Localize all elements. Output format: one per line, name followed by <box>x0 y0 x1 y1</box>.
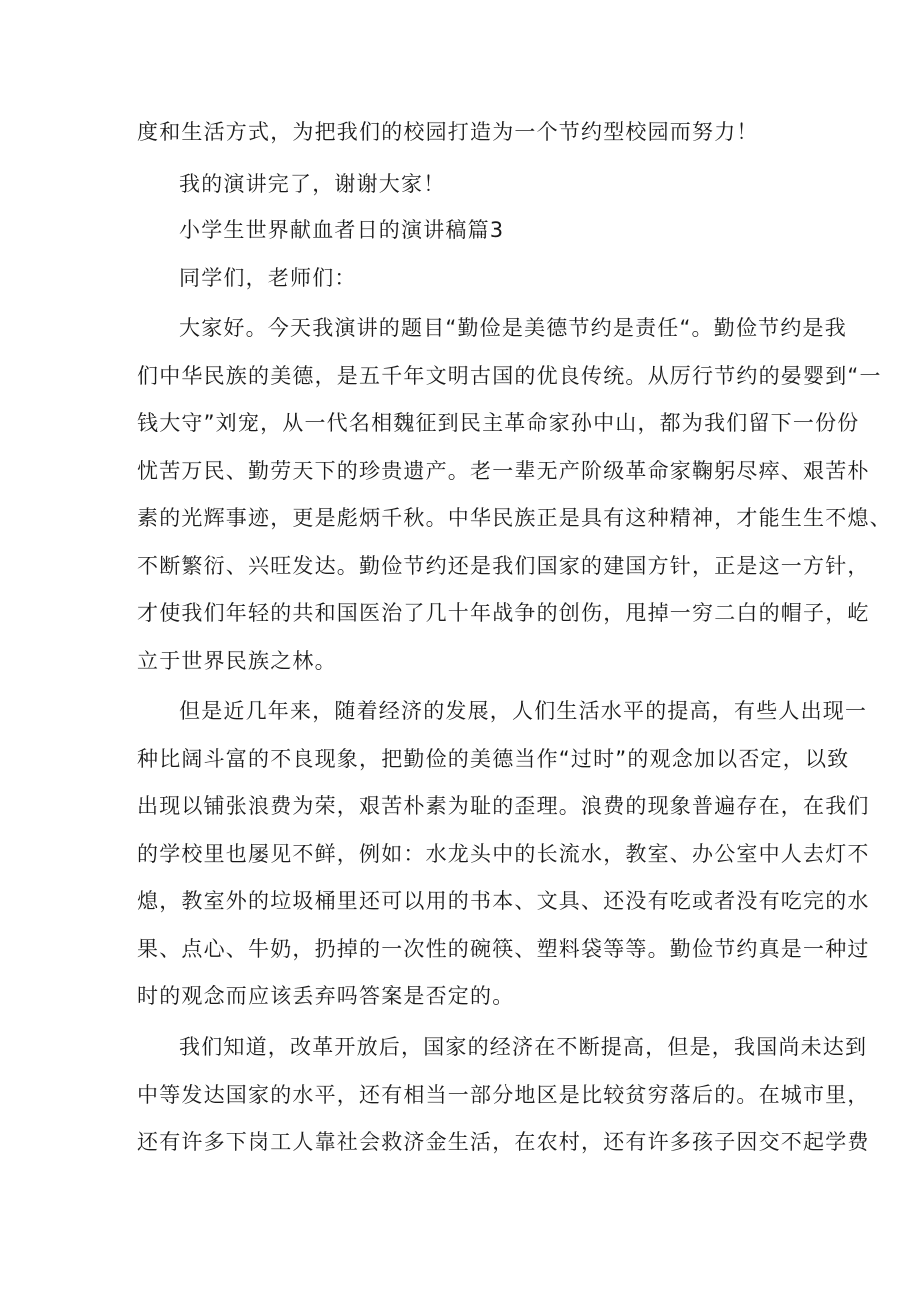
paragraph-line: 我的演讲完了，谢谢大家！ <box>179 172 446 196</box>
paragraph-line: 度和生活方式，为把我们的校园打造为一个节约型校园而努力！ <box>137 120 759 144</box>
paragraph-line: 才使我们年轻的共和国医治了几十年战争的创伤，甩掉一穷二白的帽子，屹 <box>137 601 870 625</box>
salutation: 同学们，老师们： <box>179 266 357 290</box>
paragraph-line: 们中华民族的美德，是五千年文明古国的优良传统。从厉行节约的晏婴到“一 <box>137 364 882 388</box>
paragraph-line: 还有许多下岗工人靠社会救济金生活，在农村，还有许多孩子因交不起学费 <box>137 1130 870 1154</box>
paragraph-line: 立于世界民族之林。 <box>137 649 337 673</box>
paragraph-line: 熄，教室外的垃圾桶里还可以用的书本、文具、还没有吃或者没有吃完的水 <box>137 889 870 913</box>
paragraph-line: 中等发达国家的水平，还有相当一部分地区是比较贫穷落后的。在城市里， <box>137 1083 870 1107</box>
paragraph-line: 出现以铺张浪费为荣，艰苦朴素为耻的歪理。浪费的现象普遍存在，在我们 <box>137 794 870 818</box>
paragraph-line: 大家好。今天我演讲的题目“勤俭是美德节约是责任“。勤俭节约是我 <box>179 316 847 340</box>
paragraph-line: 时的观念而应该丢弃吗答案是否定的。 <box>137 984 515 1008</box>
paragraph-line: 我们知道，改革开放后，国家的经济在不断提高，但是，我国尚未达到 <box>179 1035 868 1059</box>
paragraph-line: 果、点心、牛奶，扔掉的一次性的碗筷、塑料袋等等。勤俭节约真是一种过 <box>137 937 870 961</box>
paragraph-line: 钱大守”刘宠，从一代名相魏征到民主革命家孙中山，都为我们留下一份份 <box>137 411 860 435</box>
paragraph-line: 种比阔斗富的不良现象，把勤俭的美德当作“过时”的观念加以否定，以致 <box>137 747 850 771</box>
paragraph-line: 不断繁衍、兴旺发达。勤俭节约还是我们国家的建国方针，正是这一方针， <box>137 554 870 578</box>
paragraph-line: 忧苦万民、勤劳天下的珍贵遗产。老一辈无产阶级革命家鞠躬尽瘁、艰苦朴 <box>137 459 870 483</box>
paragraph-line: 的学校里也屡见不鲜，例如：水龙头中的长流水，教室、办公室中人去灯不 <box>137 842 870 866</box>
paragraph-line: 素的光辉事迹，更是彪炳千秋。中华民族正是具有这种精神，才能生生不熄、 <box>137 506 892 530</box>
paragraph-line: 但是近几年来，随着经济的发展，人们生活水平的提高，有些人出现一 <box>179 699 868 723</box>
section-heading: 小学生世界献血者日的演讲稿篇3 <box>179 218 505 242</box>
